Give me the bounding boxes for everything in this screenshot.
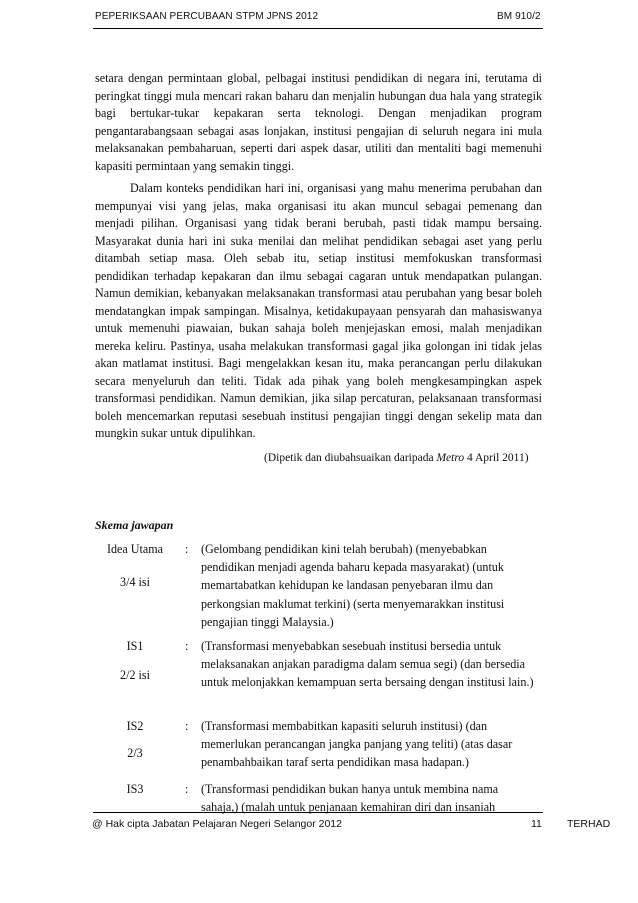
body-paragraph-1: setara dengan permintaan global, pelbagai institusi pendidikan di negara ini, terutama di peringkat tinggi mula mencari rakan baharu dan menjalin hubungan dua hala yang strategik bagi bertukar-tukar kepakaran serta teknologi. Dengan menjadikan program pengantarabangsaan sebagai asas lonjakan, institusi pengajian di seluruh negara ini mula melaksanakan pembaharuan, seperti dari aspek dasar, utiliti dan mentaliti bagi memenuhi kapasiti permintaan yang semakin tinggi. xyxy=(95,71,542,173)
footer-rule xyxy=(93,812,543,813)
body-paragraph-2 xyxy=(95,180,542,443)
source-citation xyxy=(264,452,529,464)
row-colon: : xyxy=(185,639,189,653)
row-text: (Transformasi menyebabkan sesebuah institusi bersedia untuk melaksanakan anjakan paradigma dalam semua segi) (dan bersedia untuk melonjakkan kemampuan serta bersaing dengan institusi lain.) xyxy=(201,639,534,690)
header-code: BM 910/2 xyxy=(497,11,541,22)
row-label: Idea Utama xyxy=(106,542,164,556)
row-colon: : xyxy=(185,542,189,556)
row-sublabel: 3/4 isi xyxy=(120,575,150,589)
row-text: (Transformasi membabitkan kapasiti seluruh institusi) (dan memerlukan perancangan jangka panjang yang teliti) (atas dasar penambahbaikan taraf serta pendidikan masa hadapan.) xyxy=(201,719,513,770)
row-colon: : xyxy=(185,719,189,733)
header-title: PEPERIKSAAN PERCUBAAN STPM JPNS 2012 xyxy=(95,11,319,22)
page-number: 11 xyxy=(531,818,542,830)
skema-title: Skema jawapan xyxy=(95,518,174,532)
row-label: IS2 xyxy=(126,719,144,733)
row-sublabel: 2/2 isi xyxy=(120,668,150,682)
footer-classification: TERHAD xyxy=(567,818,611,830)
row-label: IS3 xyxy=(126,782,144,796)
header-rule xyxy=(93,28,543,29)
source-suffix: 4 April 2011) xyxy=(464,452,529,464)
source-prefix: (Dipetik dan diubahsuaikan daripada xyxy=(264,452,437,464)
row-text: (Transformasi pendidikan bukan hanya untuk membina nama sahaja,) (malah untuk penjanaan kemahiran diri dan insaniah xyxy=(201,782,499,815)
row-label: IS1 xyxy=(126,639,144,653)
footer-copyright: @ Hak cipta Jabatan Pelajaran Negeri Selangor 2012 xyxy=(92,818,342,830)
row-colon: : xyxy=(185,782,189,796)
source-publication: Metro xyxy=(436,452,465,464)
row-sublabel: 2/3 xyxy=(127,746,143,760)
row-text: (Gelombang pendidikan kini telah berubah) (menyebabkan pendidikan menjadi agenda baharu kepada masyarakat) (untuk memartabatkan kehidupan ke landasan penyebaran ilmu dan perkongsian maklumat terkini) (serta menyemarakkan institusi pengajian tinggi Malaysia.) xyxy=(201,542,505,629)
body-paragraph-2-text: Dalam konteks pendidikan hari ini, organisasi yang mahu menerima perubahan dan mempunyai visi yang jelas, maka organisasi itu akan muncul sebagai pemenang dan menjadi pilihan. Organisasi yang tidak berani berubah, pasti tidak mampu bersaing. Masyarakat dunia hari ini suka menilai dan melihat pendidikan sebagai aset yang perlu ditambah setiap masa. Oleh sebab itu, setiap institusi memfokuskan transformasi pendidikan terhadap kepakaran dan ilmu sebagai cagaran untuk mendapatkan pulangan. Namun demikian, kebanyakan melaksanakan transformasi atau perubahan yang besar boleh mendatangkan impak sampingan. Misalnya, ketidakupayaan pensyarah dan mahasiswanya untuk memenuhi piawaian, bukan sahaja boleh menjejaskan emosi, malah menjadikan mereka keliru. Pastinya, usaha melakukan transformasi gagal jika golongan ini tidak jelas akan matlamat institusi. Bagi mengelakkan kesan itu, maka perancangan perlu dilakukan secara menyeluruh dan teliti. Tidak ada pihak yang boleh mengkesampingkan aspek transformasi pendidikan. Namun demikian, jika silap percaturan, pelaksanaan transformasi boleh mencemarkan reputasi sesebuah institusi pengajian tinggi dengan sekelip mata dan mungkin sukar untuk dipulihkan. xyxy=(95,181,542,440)
